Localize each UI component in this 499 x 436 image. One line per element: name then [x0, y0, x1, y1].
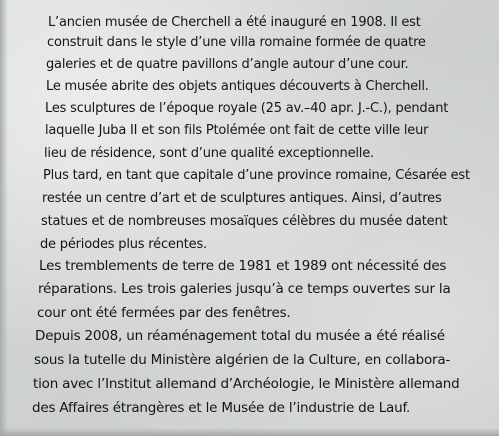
- plaque-line: tion avec l’Institut allemand d’Archéologie, le Ministère allemand: [33, 376, 460, 392]
- plaque-line: Plus tard, en tant que capitale d’une province romaine, Césarée est: [43, 168, 470, 183]
- plaque-line: de périodes plus récentes.: [40, 237, 207, 252]
- plaque-line: réparations. Les trois galeries jusqu’à ce temps ouvertes sur la: [38, 281, 451, 297]
- plaque-line: sous la tutelle du Ministère algérien de la Culture, en collabora-: [34, 352, 451, 368]
- plaque-line: construit dans le style d’une villa romaine formée de quatre: [47, 35, 426, 50]
- plaque-line: galeries et de quatre pavillons d’angle autour d’une cour.: [46, 57, 409, 72]
- plaque-line: des Affaires étrangères et le Musée de l’industrie de Lauf.: [32, 400, 411, 416]
- plaque-line: lieu de résidence, sont d’une qualité exceptionnelle.: [44, 146, 374, 161]
- plaque-bottom-edge: [0, 428, 499, 436]
- plaque-line: Les sculptures de l’époque royale (25 av.–40 apr. J.-C.), pendant: [45, 101, 449, 116]
- plaque-line: laquelle Juba II et son fils Ptolémée ont fait de cette ville leur: [45, 123, 429, 138]
- plaque-left-edge: [0, 0, 8, 436]
- plaque-line: Le musée abrite des objets antiques découverts à Cherchell.: [46, 79, 429, 94]
- plaque-line: Depuis 2008, un réaménagement total du musée a été réalisé: [35, 328, 445, 344]
- plaque-line: cour ont été fermées par des fenêtres.: [37, 305, 291, 321]
- plaque-line: restée un centre d’art et de sculptures antiques. Ainsi, d’autres: [42, 191, 442, 206]
- plaque-line: statues et de nombreuses mosaïques célèbres du musée datent: [41, 214, 448, 229]
- plaque-line: L’ancien musée de Cherchell a été inauguré en 1908. Il est: [48, 15, 421, 30]
- plaque-line: Les tremblements de terre de 1981 et 1989 ont nécessité des: [39, 258, 447, 274]
